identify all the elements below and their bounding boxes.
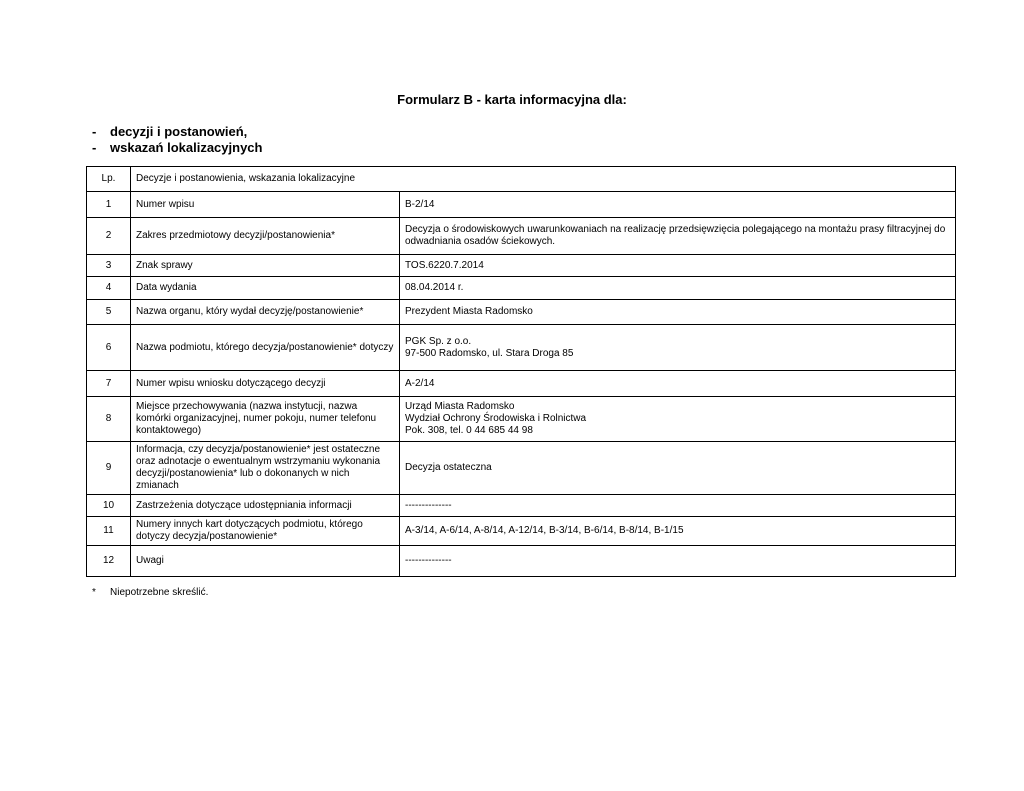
footnote-text: Niepotrzebne skreślić. (110, 587, 209, 598)
table-row (87, 192, 956, 218)
row-number-cell: 12 (87, 546, 131, 577)
header-lp: Lp. (87, 167, 131, 192)
row-label-cell: Uwagi (131, 546, 400, 577)
row-value-cell: Prezydent Miasta Radomsko (400, 300, 956, 325)
table-row (87, 325, 956, 371)
row-number-cell: 5 (87, 300, 131, 325)
table-row (87, 371, 956, 397)
row-value-cell: -------------- (400, 495, 956, 517)
row-value-cell: -------------- (400, 546, 956, 577)
row-label-cell: Nazwa podmiotu, którego decyzja/postanowienie* dotyczy (131, 325, 400, 371)
header-title: Decyzje i postanowienia, wskazania lokalizacyjne (131, 167, 956, 192)
row-number-cell: 9 (87, 442, 131, 495)
row-label-cell: Numer wpisu wniosku dotyczącego decyzji (131, 371, 400, 397)
footnote (92, 587, 208, 598)
row-number-cell: 6 (87, 325, 131, 371)
row-number-cell: 3 (87, 255, 131, 277)
table-row (87, 517, 956, 546)
table-header-row (87, 167, 956, 192)
bullet-marker: - (92, 124, 97, 139)
table-row (87, 495, 956, 517)
row-label-cell: Miejsce przechowywania (nazwa instytucji, nazwa komórki organizacyjnej, numer pokoju, numer telefonu kontaktowego) (131, 397, 400, 442)
scope-item-text: decyzji i postanowień, (110, 124, 248, 139)
table-row (87, 442, 956, 495)
row-label-cell: Numer wpisu (131, 192, 400, 218)
row-number-cell: 1 (87, 192, 131, 218)
row-label-cell: Informacja, czy decyzja/postanowienie* jest ostateczne oraz adnotacje o ewentualnym wstrzymaniu wykonania decyzji/postanowienia* lub o dokonanych w nich zmianach (131, 442, 400, 495)
table-row (87, 255, 956, 277)
table-row (87, 218, 956, 255)
row-value-cell: TOS.6220.7.2014 (400, 255, 956, 277)
row-number-cell: 11 (87, 517, 131, 546)
row-label-cell: Data wydania (131, 277, 400, 300)
row-label-cell: Znak sprawy (131, 255, 400, 277)
footnote-mark: * (92, 587, 96, 598)
table-row (87, 397, 956, 442)
row-value-cell: A-3/14, A-6/14, A-8/14, A-12/14, B-3/14, B-6/14, B-8/14, B-1/15 (400, 517, 956, 546)
scope-item-text: wskazań lokalizacyjnych (110, 140, 263, 155)
scope-item-locations (92, 140, 262, 156)
table-row (87, 546, 956, 577)
row-label-cell: Nazwa organu, który wydał decyzję/postanowienie* (131, 300, 400, 325)
information-card-table (86, 166, 956, 577)
row-value-cell: B-2/14 (400, 192, 956, 218)
document-scope-list (92, 124, 262, 156)
row-value-cell: Decyzja o środowiskowych uwarunkowaniach na realizację przedsięwzięcia polegającego na montażu prasy filtracyjnej do odwadniania osadów ściekowych. (400, 218, 956, 255)
table-row (87, 300, 956, 325)
scope-item-decisions (92, 124, 262, 140)
document-title: Formularz B - karta informacyjna dla: (397, 92, 627, 107)
row-number-cell: 2 (87, 218, 131, 255)
row-number-cell: 4 (87, 277, 131, 300)
row-number-cell: 8 (87, 397, 131, 442)
row-label-cell: Zastrzeżenia dotyczące udostępniania informacji (131, 495, 400, 517)
row-label-cell: Numery innych kart dotyczących podmiotu, którego dotyczy decyzja/postanowienie* (131, 517, 400, 546)
row-number-cell: 10 (87, 495, 131, 517)
row-value-cell: Decyzja ostateczna (400, 442, 956, 495)
row-label-cell: Zakres przedmiotowy decyzji/postanowienia* (131, 218, 400, 255)
table-row (87, 277, 956, 300)
row-value-cell: A-2/14 (400, 371, 956, 397)
row-number-cell: 7 (87, 371, 131, 397)
row-value-cell: PGK Sp. z o.o. 97-500 Radomsko, ul. Stara Droga 85 (400, 325, 956, 371)
row-value-cell: 08.04.2014 r. (400, 277, 956, 300)
row-value-cell: Urząd Miasta Radomsko Wydział Ochrony Środowiska i Rolnictwa Pok. 308, tel. 0 44 685 44 98 (400, 397, 956, 442)
bullet-marker: - (92, 140, 97, 155)
